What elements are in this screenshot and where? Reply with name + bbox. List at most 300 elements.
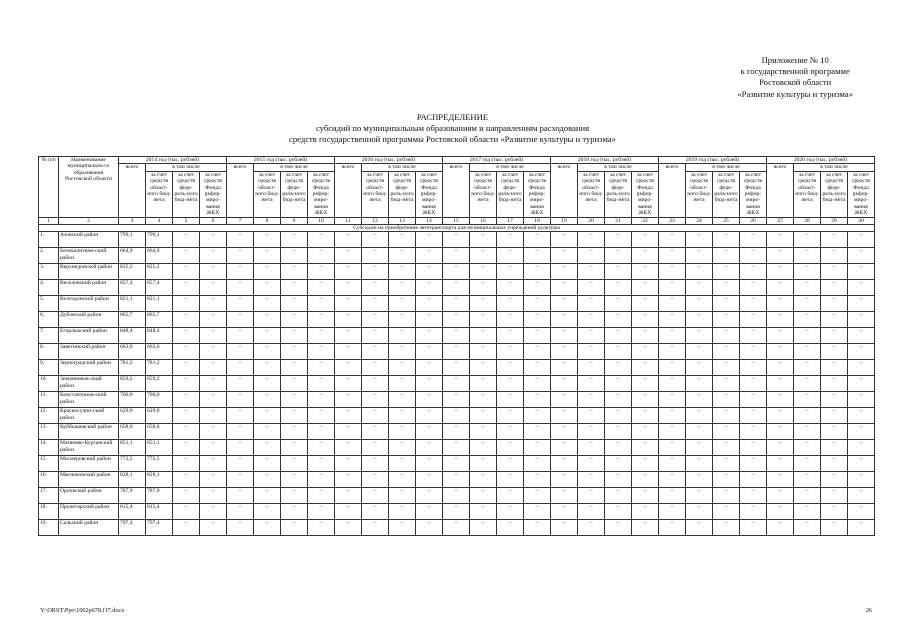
column-number: 17 <box>497 217 524 224</box>
row-municipality: Константинов-ский район <box>59 392 119 408</box>
row-regional-2014: 663,6 <box>146 344 173 360</box>
row-municipality: Зимовников-ский район <box>59 376 119 392</box>
empty-value: – <box>605 472 632 488</box>
header-total: всего <box>767 164 794 217</box>
header-source: за счет средств област-ного бюд-жета <box>470 171 497 217</box>
empty-value: – <box>362 408 389 424</box>
header-year: 2019 год (тыс. рублей) <box>659 157 767 164</box>
column-number: 5 <box>173 217 200 224</box>
header-source: за счет средств феде-раль-ного бюд-жета <box>821 171 848 217</box>
empty-value: – <box>254 392 281 408</box>
empty-value: – <box>200 424 227 440</box>
empty-value: – <box>443 360 470 376</box>
empty-value: – <box>173 520 200 536</box>
row-total-2014: 825,2 <box>119 264 146 280</box>
empty-value: – <box>740 504 767 520</box>
empty-value: – <box>551 504 578 520</box>
empty-value: – <box>362 520 389 536</box>
row-regional-2014: 781,2 <box>146 360 173 376</box>
empty-value: – <box>740 360 767 376</box>
empty-value: – <box>794 520 821 536</box>
empty-value: – <box>281 312 308 328</box>
empty-value: – <box>362 232 389 248</box>
empty-value: – <box>686 424 713 440</box>
empty-value: – <box>335 296 362 312</box>
empty-value: – <box>281 488 308 504</box>
empty-value: – <box>713 360 740 376</box>
header-source: за счет средств област-ного бюд-жета <box>146 171 173 217</box>
empty-value: – <box>821 504 848 520</box>
empty-value: – <box>416 232 443 248</box>
empty-value: – <box>605 376 632 392</box>
empty-value: – <box>389 344 416 360</box>
empty-value: – <box>821 392 848 408</box>
empty-value: – <box>605 328 632 344</box>
empty-value: – <box>848 504 875 520</box>
header-total: всего <box>119 164 146 217</box>
empty-value: – <box>335 312 362 328</box>
appendix-line-1: Приложение № 10 <box>761 55 829 65</box>
empty-value: – <box>470 296 497 312</box>
empty-value: – <box>389 408 416 424</box>
empty-value: – <box>794 264 821 280</box>
table-row <box>39 264 875 280</box>
empty-value: – <box>200 232 227 248</box>
empty-value: – <box>524 360 551 376</box>
empty-value: – <box>794 280 821 296</box>
empty-value: – <box>281 280 308 296</box>
empty-value: – <box>227 296 254 312</box>
header-source: за счет средств област-ного бюд-жета <box>254 171 281 217</box>
row-number: 12. <box>39 408 59 424</box>
empty-value: – <box>308 408 335 424</box>
empty-value: – <box>470 280 497 296</box>
empty-value: – <box>713 296 740 312</box>
empty-value: – <box>740 296 767 312</box>
empty-value: – <box>578 232 605 248</box>
empty-value: – <box>605 520 632 536</box>
row-total-2014: 851,1 <box>119 440 146 456</box>
row-regional-2014: 815,4 <box>146 504 173 520</box>
empty-value: – <box>524 392 551 408</box>
empty-value: – <box>227 280 254 296</box>
empty-value: – <box>470 376 497 392</box>
empty-value: – <box>740 440 767 456</box>
header-including: в том числе <box>362 164 443 171</box>
empty-value: – <box>200 360 227 376</box>
empty-value: – <box>254 248 281 264</box>
section-title: Субсидии на приобретение автотранспорта для муниципальных учреждений культуры <box>39 225 875 232</box>
empty-value: – <box>227 264 254 280</box>
empty-value: – <box>794 360 821 376</box>
header-total: всего <box>551 164 578 217</box>
empty-value: – <box>416 312 443 328</box>
empty-value: – <box>848 408 875 424</box>
row-number: 3. <box>39 264 59 280</box>
empty-value: – <box>551 456 578 472</box>
empty-value: – <box>551 488 578 504</box>
empty-value: – <box>848 232 875 248</box>
header-source: за счет средств Фонда рефор-миро-вания ЖКХ <box>848 171 875 217</box>
empty-value: – <box>578 328 605 344</box>
empty-value: – <box>173 424 200 440</box>
empty-value: – <box>281 376 308 392</box>
empty-value: – <box>659 488 686 504</box>
empty-value: – <box>848 296 875 312</box>
empty-value: – <box>227 424 254 440</box>
empty-value: – <box>848 280 875 296</box>
empty-value: – <box>821 232 848 248</box>
empty-value: – <box>497 424 524 440</box>
empty-value: – <box>578 296 605 312</box>
empty-value: – <box>821 424 848 440</box>
empty-value: – <box>713 392 740 408</box>
appendix-heading <box>737 55 853 100</box>
row-municipality: Сальский район <box>59 520 119 536</box>
empty-value: – <box>848 520 875 536</box>
empty-value: – <box>767 408 794 424</box>
empty-value: – <box>713 488 740 504</box>
empty-value: – <box>443 344 470 360</box>
column-number: 24 <box>686 217 713 224</box>
row-number: 6. <box>39 312 59 328</box>
empty-value: – <box>767 520 794 536</box>
row-total-2014: 700,0 <box>119 392 146 408</box>
empty-value: – <box>551 248 578 264</box>
header-year: 2017 год (тыс. рублей) <box>443 157 551 164</box>
empty-value: – <box>659 296 686 312</box>
column-number: 14 <box>416 217 443 224</box>
row-municipality: Дубовский район <box>59 312 119 328</box>
empty-value: – <box>200 408 227 424</box>
empty-value: – <box>200 520 227 536</box>
empty-value: – <box>362 312 389 328</box>
row-number: 13. <box>39 424 59 440</box>
empty-value: – <box>848 488 875 504</box>
row-total-2014: 857,4 <box>119 280 146 296</box>
empty-value: – <box>227 488 254 504</box>
empty-value: – <box>497 344 524 360</box>
empty-value: – <box>605 360 632 376</box>
empty-value: – <box>416 280 443 296</box>
empty-value: – <box>848 472 875 488</box>
empty-value: – <box>227 472 254 488</box>
empty-value: – <box>767 504 794 520</box>
empty-value: – <box>794 232 821 248</box>
empty-value: – <box>281 296 308 312</box>
row-total-2014: 848,4 <box>119 328 146 344</box>
empty-value: – <box>389 312 416 328</box>
table-row <box>39 456 875 472</box>
row-regional-2014: 865,7 <box>146 312 173 328</box>
empty-value: – <box>578 264 605 280</box>
empty-value: – <box>524 280 551 296</box>
empty-value: – <box>524 472 551 488</box>
empty-value: – <box>848 328 875 344</box>
empty-value: – <box>551 472 578 488</box>
empty-value: – <box>173 264 200 280</box>
empty-value: – <box>794 344 821 360</box>
empty-value: – <box>173 360 200 376</box>
empty-value: – <box>659 408 686 424</box>
empty-value: – <box>578 280 605 296</box>
row-municipality: Верхнедонской район <box>59 264 119 280</box>
table-row <box>39 376 875 392</box>
empty-value: – <box>200 392 227 408</box>
empty-value: – <box>659 248 686 264</box>
empty-value: – <box>470 504 497 520</box>
empty-value: – <box>632 264 659 280</box>
row-regional-2014: 772,5 <box>146 456 173 472</box>
empty-value: – <box>470 248 497 264</box>
empty-value: – <box>686 376 713 392</box>
empty-value: – <box>524 456 551 472</box>
empty-value: – <box>308 328 335 344</box>
empty-value: – <box>389 264 416 280</box>
empty-value: – <box>443 392 470 408</box>
column-number: 3 <box>119 217 146 224</box>
header-year: 2018 год (тыс. рублей) <box>551 157 659 164</box>
column-number: 13 <box>389 217 416 224</box>
empty-value: – <box>524 440 551 456</box>
empty-value: – <box>362 344 389 360</box>
empty-value: – <box>551 328 578 344</box>
empty-value: – <box>281 264 308 280</box>
empty-value: – <box>389 232 416 248</box>
empty-value: – <box>578 504 605 520</box>
row-municipality: Белокалитвин-ский район <box>59 248 119 264</box>
empty-value: – <box>227 456 254 472</box>
header-source: за счет средств феде-раль-ного бюд-жета <box>173 171 200 217</box>
empty-value: – <box>767 472 794 488</box>
empty-value: – <box>821 248 848 264</box>
empty-value: – <box>173 376 200 392</box>
empty-value: – <box>578 312 605 328</box>
empty-value: – <box>659 328 686 344</box>
row-number: 9. <box>39 360 59 376</box>
empty-value: – <box>497 248 524 264</box>
empty-value: – <box>821 456 848 472</box>
header-source: за счет средств област-ного бюд-жета <box>686 171 713 217</box>
empty-value: – <box>632 248 659 264</box>
empty-value: – <box>659 424 686 440</box>
empty-value: – <box>686 408 713 424</box>
empty-value: – <box>308 392 335 408</box>
empty-value: – <box>524 488 551 504</box>
empty-value: – <box>227 344 254 360</box>
empty-value: – <box>416 264 443 280</box>
empty-value: – <box>254 440 281 456</box>
empty-value: – <box>308 440 335 456</box>
empty-value: – <box>659 264 686 280</box>
empty-value: – <box>767 232 794 248</box>
table-row <box>39 440 875 456</box>
empty-value: – <box>713 440 740 456</box>
document-title <box>0 112 905 145</box>
empty-value: – <box>605 504 632 520</box>
empty-value: – <box>389 520 416 536</box>
empty-value: – <box>470 488 497 504</box>
empty-value: – <box>497 296 524 312</box>
column-number: 4 <box>146 217 173 224</box>
empty-value: – <box>740 232 767 248</box>
header-year: 2020 год (тыс. рублей) <box>767 157 875 164</box>
empty-value: – <box>416 248 443 264</box>
empty-value: – <box>362 360 389 376</box>
empty-value: – <box>659 504 686 520</box>
empty-value: – <box>227 328 254 344</box>
empty-value: – <box>389 488 416 504</box>
empty-value: – <box>281 472 308 488</box>
empty-value: – <box>254 296 281 312</box>
row-number: 11. <box>39 392 59 408</box>
empty-value: – <box>740 488 767 504</box>
table-row <box>39 296 875 312</box>
empty-value: – <box>470 440 497 456</box>
row-number: 16. <box>39 472 59 488</box>
empty-value: – <box>173 328 200 344</box>
empty-value: – <box>848 440 875 456</box>
empty-value: – <box>470 344 497 360</box>
header-source: за счет средств област-ного бюд-жета <box>578 171 605 217</box>
empty-value: – <box>686 440 713 456</box>
empty-value: – <box>416 472 443 488</box>
empty-value: – <box>470 232 497 248</box>
header-year: 2014 год (тыс. рублей) <box>119 157 227 164</box>
empty-value: – <box>254 344 281 360</box>
empty-value: – <box>362 376 389 392</box>
empty-value: – <box>416 360 443 376</box>
header-year: 2016 год (тыс. рублей) <box>335 157 443 164</box>
empty-value: – <box>335 232 362 248</box>
empty-value: – <box>443 296 470 312</box>
empty-value: – <box>605 456 632 472</box>
empty-value: – <box>605 424 632 440</box>
empty-value: – <box>254 360 281 376</box>
empty-value: – <box>551 296 578 312</box>
empty-value: – <box>443 280 470 296</box>
empty-value: – <box>281 248 308 264</box>
empty-value: – <box>443 488 470 504</box>
empty-value: – <box>227 248 254 264</box>
empty-value: – <box>767 280 794 296</box>
empty-value: – <box>308 360 335 376</box>
row-regional-2014: 859,2 <box>146 376 173 392</box>
row-total-2014: 865,7 <box>119 312 146 328</box>
empty-value: – <box>335 456 362 472</box>
table-row <box>39 280 875 296</box>
row-total-2014: 815,4 <box>119 504 146 520</box>
empty-value: – <box>335 360 362 376</box>
title-line-3: средств государственной программы Ростовской области «Развитие культуры и туризма» <box>289 134 616 144</box>
empty-value: – <box>740 520 767 536</box>
empty-value: – <box>200 472 227 488</box>
empty-value: – <box>632 344 659 360</box>
empty-value: – <box>713 312 740 328</box>
empty-value: – <box>308 280 335 296</box>
empty-value: – <box>686 504 713 520</box>
empty-value: – <box>848 264 875 280</box>
empty-value: – <box>227 392 254 408</box>
empty-value: – <box>416 408 443 424</box>
empty-value: – <box>659 456 686 472</box>
empty-value: – <box>362 280 389 296</box>
empty-value: – <box>686 312 713 328</box>
empty-value: – <box>686 296 713 312</box>
empty-value: – <box>524 296 551 312</box>
row-municipality: Пролетарский район <box>59 504 119 520</box>
empty-value: – <box>470 424 497 440</box>
empty-value: – <box>848 312 875 328</box>
empty-value: – <box>659 440 686 456</box>
empty-value: – <box>632 424 659 440</box>
empty-value: – <box>686 456 713 472</box>
header-including: в том числе <box>146 164 227 171</box>
empty-value: – <box>848 376 875 392</box>
row-municipality: Куйбышевский район <box>59 424 119 440</box>
empty-value: – <box>578 440 605 456</box>
column-number: 27 <box>767 217 794 224</box>
empty-value: – <box>632 296 659 312</box>
empty-value: – <box>632 232 659 248</box>
empty-value: – <box>362 328 389 344</box>
page-number: 26 <box>865 607 872 614</box>
empty-value: – <box>308 488 335 504</box>
empty-value: – <box>308 456 335 472</box>
empty-value: – <box>308 248 335 264</box>
empty-value: – <box>821 264 848 280</box>
empty-value: – <box>308 472 335 488</box>
column-number: 10 <box>308 217 335 224</box>
empty-value: – <box>254 312 281 328</box>
empty-value: – <box>254 488 281 504</box>
empty-value: – <box>524 520 551 536</box>
column-number: 16 <box>470 217 497 224</box>
header-row-groups <box>39 164 875 171</box>
empty-value: – <box>173 392 200 408</box>
header-total: всего <box>335 164 362 217</box>
empty-value: – <box>848 456 875 472</box>
empty-value: – <box>281 424 308 440</box>
empty-value: – <box>767 360 794 376</box>
header-source: за счет средств феде-раль-ного бюд-жета <box>497 171 524 217</box>
empty-value: – <box>470 264 497 280</box>
header-source: за счет средств Фонда рефор-миро-вания ЖКХ <box>740 171 767 217</box>
empty-value: – <box>497 312 524 328</box>
row-regional-2014: 828,1 <box>146 472 173 488</box>
empty-value: – <box>254 472 281 488</box>
empty-value: – <box>416 344 443 360</box>
header-including: в том числе <box>686 164 767 171</box>
column-number: 22 <box>632 217 659 224</box>
empty-value: – <box>281 232 308 248</box>
empty-value: – <box>497 472 524 488</box>
empty-value: – <box>200 280 227 296</box>
empty-value: – <box>497 232 524 248</box>
empty-value: – <box>740 456 767 472</box>
empty-value: – <box>335 472 362 488</box>
header-source: за счет средств Фонда рефор-миро-вания ЖКХ <box>524 171 551 217</box>
row-municipality: Волгодонской район <box>59 296 119 312</box>
empty-value: – <box>200 312 227 328</box>
empty-value: – <box>254 520 281 536</box>
file-path: Y:\ORST\Ppo\1002p678.f17.docx <box>40 607 125 614</box>
empty-value: – <box>335 424 362 440</box>
empty-value: – <box>551 344 578 360</box>
empty-value: – <box>686 472 713 488</box>
row-number: 18. <box>39 504 59 520</box>
empty-value: – <box>362 296 389 312</box>
